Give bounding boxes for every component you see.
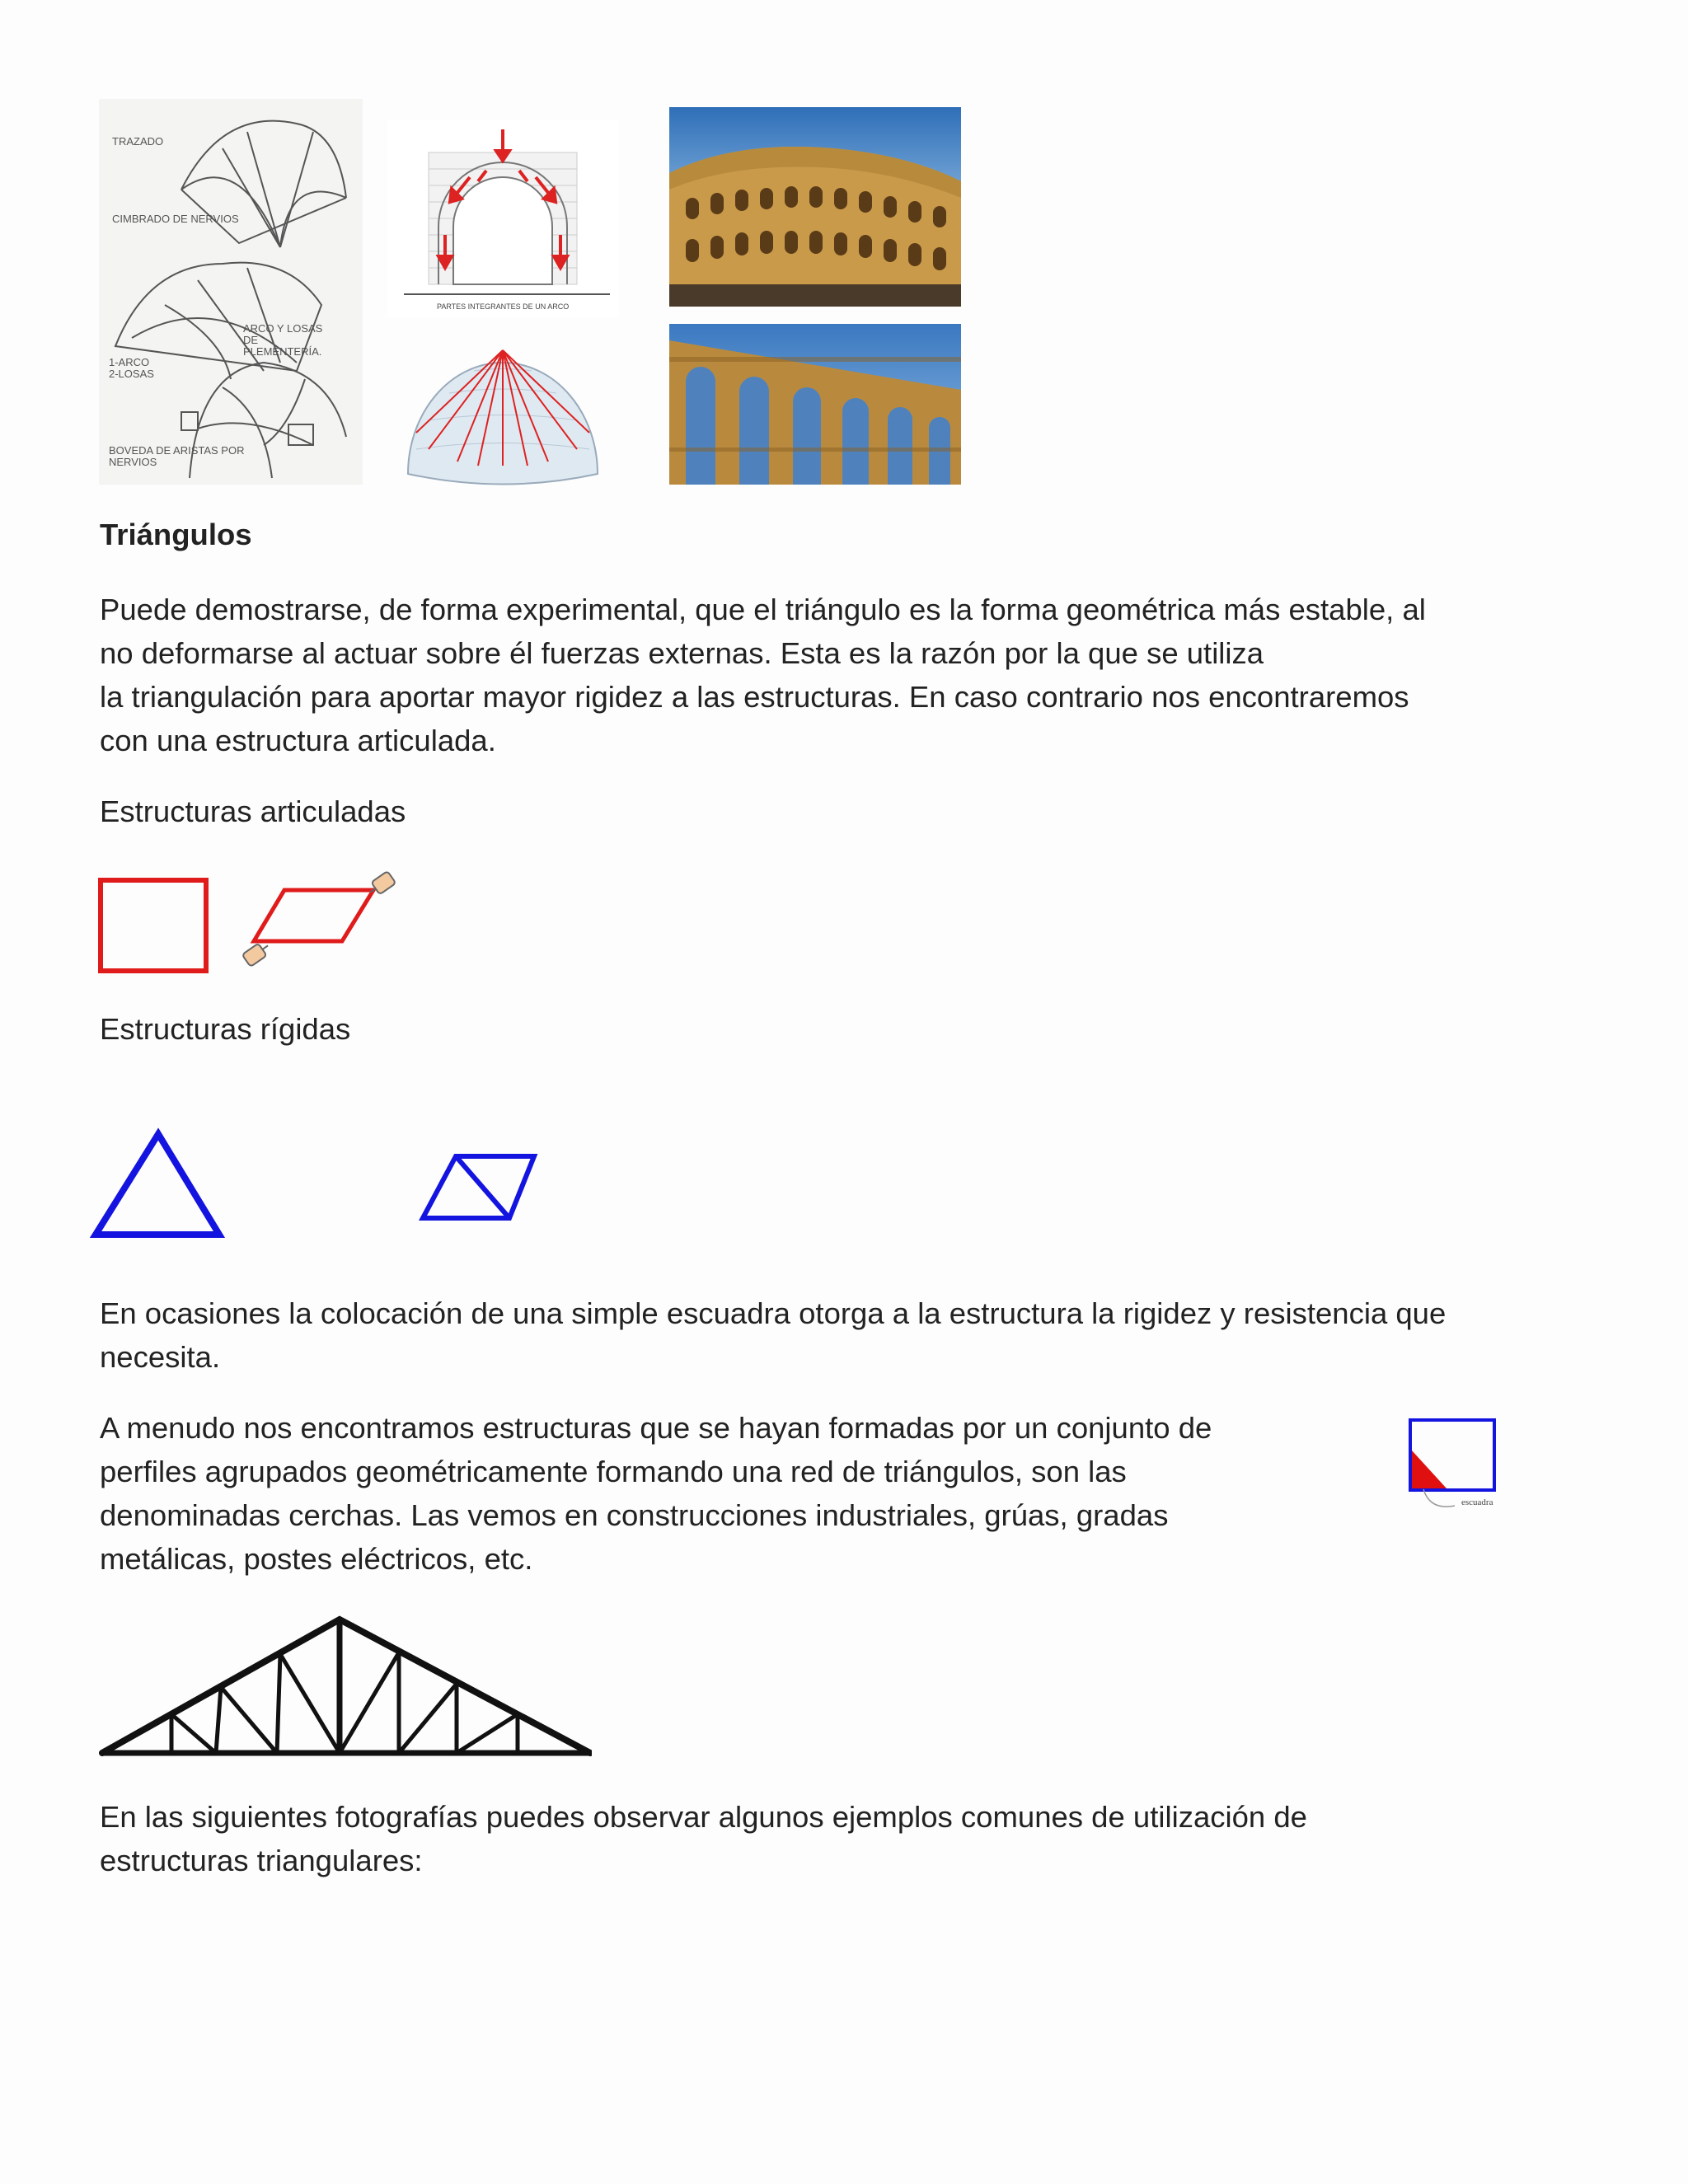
- intro-line: Puede demostrarse, de forma experimental, que el triángulo es la forma geométrica más estable, al: [100, 593, 1426, 626]
- vault-label-arco: 1-ARCO: [109, 356, 150, 368]
- fotos-line: estructuras triangulares:: [100, 1844, 423, 1877]
- intro-line: no deformarse al actuar sobre él fuerzas externas. Esta es la razón por la que se utiliza: [100, 636, 1264, 670]
- aqueduct-photo: [669, 324, 961, 485]
- cerchas-paragraph: [100, 1406, 1386, 1581]
- cerchas-line: A menudo nos encontramos estructuras que se hayan formadas por un conjunto de: [100, 1411, 1212, 1445]
- dome-diagram-image: [400, 334, 606, 486]
- arch-diagram-caption: PARTES INTEGRANTES DE UN ARCO: [437, 302, 570, 311]
- vault-label-cimbrado: CIMBRADO DE NERVIOS: [112, 213, 239, 225]
- escuadra-paragraph: [100, 1291, 1600, 1379]
- escuadra-line: En ocasiones la colocación de una simple escuadra otorga a la estructura la rigidez y resistencia que: [100, 1296, 1447, 1330]
- fotos-paragraph: [100, 1795, 1600, 1882]
- cerchas-line: metálicas, postes eléctricos, etc.: [100, 1542, 533, 1576]
- vault-label-arco-losas: ARCO Y LOSAS DE PLEMENTERÍA.: [243, 322, 323, 358]
- intro-paragraph: [100, 588, 1600, 762]
- escuadra-label: escuadra: [1461, 1497, 1493, 1507]
- cerchas-line: perfiles agrupados geométricamente formando una red de triángulos, son las: [100, 1455, 1127, 1488]
- articuladas-label: Estructuras articuladas: [100, 794, 406, 828]
- colosseum-photo: [669, 107, 961, 307]
- intro-line: la triangulación para aportar mayor rigidez a las estructuras. En caso contrario nos encontraremos: [100, 680, 1409, 714]
- escuadra-figure: [1405, 1413, 1512, 1516]
- arch-diagram-image: [387, 120, 618, 317]
- rigid-structures-figure: [89, 1127, 551, 1243]
- truss-figure: [97, 1611, 592, 1760]
- vault-label-losas: 2-LOSAS: [109, 368, 154, 380]
- cerchas-line: denominadas cerchas. Las vemos en construcciones industriales, grúas, gradas: [100, 1498, 1169, 1532]
- intro-line: con una estructura articulada.: [100, 724, 496, 757]
- vault-label-boveda: BOVEDA DE ARISTAS POR NERVIOS: [109, 444, 245, 468]
- fotos-line: En las siguientes fotografías puedes observar algunos ejemplos comunes de utilización de: [100, 1800, 1307, 1834]
- section-title: Triángulos: [100, 518, 252, 551]
- escuadra-line: necesita.: [100, 1340, 221, 1374]
- vault-label-trazado: TRAZADO: [112, 135, 164, 148]
- rigidas-label: Estructuras rígidas: [100, 1012, 351, 1046]
- articulated-structures-figure: [95, 865, 408, 977]
- vault-sketch-image: [99, 99, 363, 485]
